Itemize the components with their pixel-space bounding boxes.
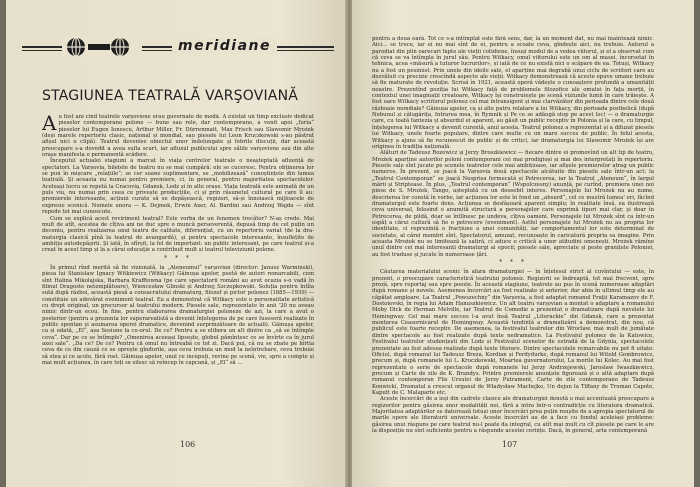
article-title: STAGIUNEA TEATRALĂ VARŞOVIANĂ — [42, 88, 299, 104]
page-number: 107 — [502, 440, 518, 449]
paragraph-text: u fost ani cînd teatrele varșoviene erau guvernate de modă. A existat un timp exclusiv dedicat pieselor contemporane polone — bune sau rele, dar contemporane, a venit apoi „furia“ pieselor lui Eugen Ionescu, Arthur Miller, Fr. Dürrenmatt, Max Frisch sau Slawomir Mrożek (deși marele repertoriu clasic, național și mondial, sau piesele lui Leon Kruczkowski s-au păstrat afișul nici o clipă). Teatrul devenise obiectul unor îndelungate și febrile discuții, dar această preocupare s-a dovedit a avea sufla scurt, iar afluxul publicului spre sălile varșoviene sau din alte orașe manifesta o permanentă scădere. — [42, 114, 314, 159]
paragraph: Alături de Tadeusz Rozewicz și Jerzy Broszkiewicz — fiecare dintre ei promovînd un alt tip de teatru, Mrożek aparține autorilor poloni contemporani cei mai prodigioși și mai des interpretați în repertoriu. Piesele sale sînt jucate pe scenele teatrelor cele mai ambițioase, iar afișele premierelor atrag un public numeros. În prezent, se joacă la Varșovia două spectacole alcătuite din piesele sale într-un act: la „Teatrul Contemporan“ se joacă Nesprisa fermecată și Petrecerea, iar la Teatrul „Ateneum“, în largul mării și Striptease. În plus, „Teatrul contemporan“ (Wspolczesny) anunță, pe curînd, premiera unei noi piese de S. Mrożek, Tango, așteptată cu un deosebit interes. Personajele lui Mrożek nu au nume, descrierea lor constă în vorbe, iar acțiunea lor este în fond un „absurd“, cel ce mustră lumea' ori, făcînd dramaturgul este foarte dens. Acțiunea se desfășoară aparent simplu; în realitate însă, ea ilustrează ceva universal, folosind o anumită structură a personajelor care exprimă tipuri mai clar, și doar în Petrecerea, de pildă, doar se întîlnesc pe undeva, cîțiva oameni. Personajele lui Mrożek sînt ca într-un ospăț a cărui cultură să fie o petrecere (eveniment). Astfel personajele lui Mrożek nu au propria lor identitate, ci reprezintă o fracțiune a unei comunități, iar comportamentul lor este determinat de societate, al cărei membri sînt. Spectatorul, amuzat, recunoaște în caricatură propria sa imagine. Prin aceasta Mrożek nu se limitează la satiră, ci aduce o critică a unor atitudini omenești. Mrożek rămîne unul dintre cei mai interesanți dramaturgi ai epocii; piesele sale, apreciate și peste granițele Poloniei, au fost traduse și jucate în numeroase țări. — [372, 150, 654, 258]
left-page — [6, 0, 347, 487]
section-title: meridiane — [172, 38, 277, 54]
paragraph: În primul rînd merită să fie vizionată, la „Ateneumul“ varșovian (director: Janusz Warminski), piesa lui Stanislaw Ignacy Witkiewicz (Witkacy) Găinușa apelor, poetă de autori remarcabili, cum sînt Halina Mikolajska, Barbara Krafftowna (pe care spectatorii români au avut ocazia s-o vadă în filmul Dragoste netemplătoare), Wiencesław Glinski și Andrzej Szczepkowski. Soluția pentru întîia sută după război, această piesă a consacratului dramaturg, filozof și pictor polonez (1885—1939) — constituie un adevărat eveniment teatral. Ea a demonstrat că Witkacy este o personalitate artistică cu drept original, un precursor al teatrului modern. Piesele sale, reprezentate în anii '20 nu aveau nimic dintr-un ecou. În fine, pentru elaborarea dramaturgiei poloneze de azi, la care a avut o posterior (pentru a prezenta lor superarealistă a devenit înțelegerea de pe care fuseseră realizate în public spontan și asumarea operei dramatice, devenind surprinzătoare de actuali). Găinușa apelor, ca și odată, „El“, așa Sesiune la co-orul. De ce? Pentru a se elibera un alt dintre ca „să se întîmple ceva“. Dar pe ce se întîmple? „Omenirea aceeași lipsește, globul pămîntesc ce se învîrte ca în jurul axei sale“. „Da ce? De ce? Pentru că omul nu întreabă ce tot zi. Dacă pui, că nu se zbate pe hîrtia ceva de ce din cauză ce se oprește gîndurile, așa ceva trebuia un mod la neîntrebare, ceva trebuie să stea și ce acolo, fără rost. Găinușa apelor, unul ce incepuți, revine pe scenă, vie, spre a compte și mai mult acțiunea, în care toți se silesc să reîncep în capcană, și „El“ să ... — [42, 264, 314, 367]
paragraph: Cum se explică acest reviriment teatral? Este vorba de un fenomen trecător? N-aș crede. Mai mult de atît, acestea de cîțiva ani ne duc spre o muncă perseverentă, depusă timp de cel puțin un deceniu, pentru realizarea unui teatru de calitate, diferențiat, cu un repertoriu variat (de la dramaturgia clasică pînă la teatrul de avangardă), și pentru spectacole interesante, însuflețite de ambiția autodepășirii. Și iată, în sfîrșit, la fel de important: un public interesant, pe care teatrul și-a creat în acest timp și la a cărui educație a contribuit mult și teatrul televiziunii polone. — [42, 215, 314, 254]
globe-logo-icon — [62, 36, 142, 58]
drop-cap: A — [42, 114, 57, 135]
paragraph: Căutarea materialului scenic în afara dramaturgiei — în înțelesul strict al cuvîntului — este, în prezent, o preocupare caracteristică teatrului polonez. Regizorii se îndreaptă, tot mai frecvent, spre proză, spre reportaj sau spre poezie. În această stagiune, teatrele au pus în scenă numeroase adaptări după romane și nuvele. Asemenea încercări au fost realizate și anterior, dar abia în ultimul timp ele au căpătat amploare. La Teatrul „Powszechny“ din Varșovia, a fost adaptat romanul Frații Karamazov de F. Dostoievski, în regia lui Adam Hanuszkiewicz. Un alt teatru varșovian a montat o adaptare a romanului Moby Dick de Herman Melville, iar Teatrul de Comedie a prezentat o dramatizare după nuvelele lui Hemingway. Cel mai mare succes l-a avut însă Teatrul „Literackie“ din Gdansk, care a prezentat montarea Ceasornicarul de Hemingway. Această tendință a dramatizării a demonstrat, din nou, că publicul este foarte receptiv. De asemenea, la festivalul teatrelor din Wroclaw, mai mult de jumătate dintre spectacole au fost realizate după texte nedramatice. La Festivalul polonez de la Katowice, Festivalul teatrelor studențești din Lodz și Festivalul scenelor de estradă de la Gdynia, spectacolele prezentate au fost adesea realizate după texte literare. Dintre spectacolele remarcabile nu pot fi uitate: Oficiul, după romanul lui Tadeusz Breza, Kordian și Ferdydurke, după romanul lui Witold Gombrowicz, precum și, după romanele lui L. Kruczkowski, Moartea guvernatorului, La morile lui Kolec. Au mai fost reprezentate o serie de spectacole după romanele lui Jerzy Andrzejewski, Jaroslaw Iwaszkiewicz, precum și Carte de zile de K. Brandys. Printre premierele anunțate figurează și o altă adaptare după romanul contemporan Flis Ursulei de Jerzy Putrament, Carte de zile contemporane de Tadeusz Konwicki, Dramatul a crescut organul de Władysław Machejko, Un dejun la Tiffany de Truman Capote, Kaputt de C. Malaparte etc. — [372, 269, 654, 396]
paragraph: pentru a doua oară. Tot ce s-a întîmplat este fără sens, dar, la un moment dat, nu mai înaintează nimic. Aici... se trece, iar ei nu mai sînt de ei, pentru a scoate ceva, gîndește aici, nu trebuie. Autorul a parodiat din plin oarecari fapte ale vieții cotidiene, însuși modul de a vedea viitorul, și el a observat cum că ceva se va întîmpla în jurul său. Pentru Witkacy, omul viitorului este un om al masei, încorsetat în tehnica, acea «măsură a tuturor lucrurilor», și iată de ce nu există nici o scăpare de ea. Totuși, Witkacy nu a fost un pesimist. Prin unele din ideile sale, el aparține mai degrabă unui ciclu de scriitori care au dezvăluit cu precizie crescîndă aspecte ale vieții. Witkacy demonstrează că aceste epuve umane trebuie să fie maturate de revoluție. Scrisă în 1921, această operă vădește o cunoaștere profundă a umanității noastre. Prezentînd poziția lui Witkacy față de problemele filozofice ale omului în fața morții, în contextul unei imaginații creatoare, Witkacy își construiește pe scenă viziunile lumii în care trăiește. A fost oare Witkacy scriitorul polonez cel mai intransigent și mai clarvăzător din perioada dintre cele două războaie mondiale? Găinușa apelor, ca și alte patru relatare a lui Witkacy, din perioada postbelică (după Nebunul și călugărița, Intrarea mea, în Rymnik și Pe ce se adăugă stop pe acest loc) — o dramaturgie care, cu toată fantezia și absurdul ei aparent, au găsit un public receptiv în Polonia și la care, cu timpul, înțelegerea lui Witkacy a devenit curentă, anul acesta. Teatrul polonez a reprezentat și a difuzat piesele lui Witkacy, unele foarte populare, dintre care multe cu un mare succes de public. În felul acesta, Witkacy a ajuns să fie recunoscut de public și de critici, iar dramaturgia lui Slawomir Mrożek își are originea în tradiția națională. — [372, 36, 654, 150]
section-header-band — [22, 36, 334, 58]
section-separator: * * * — [499, 259, 527, 267]
page-number: 106 — [180, 440, 196, 449]
paragraph — [42, 114, 314, 158]
right-page-body — [372, 36, 654, 434]
right-page — [352, 0, 694, 487]
section-separator: * * * — [164, 254, 192, 262]
paragraph: Aceste încercări de a ieși din cadrele clasice ale dramaturgiei denotă o mai accentuată preocupare a regizorilor pentru găsirea unor modalități noi, fără a intra într-o contradicție cu literatura dramatică. Majoritatea adaptărilor se datorează totuși unor încercări prea puțin reușite de a apropia spectatorul de marile opere ale literaturii universale. Aceste încercări au de a face cu fondul aceleiași probleme: găsirea unui răspuns pe care teatrul nu-l poate da integral, cu atît mai mult cu cît piesele pe care le are la dispoziție nu sînt suficiente pentru a răspunde acestei cerințe. Dacă, în general, arta contemporană — [372, 396, 654, 434]
paragraph: Începutul actualei stagiuni a marcat în viața centrelor teatrale o neașteptată afluență de spectatori. La Varșovia, biletele de teatru nu se mai cumpără: ele se cuceresc. Pentru obținerea lor se pun în mișcare „relațiile“; se cer soane suplimentare, se „mobilizează“ cunoștințele din lumea teatrală. Și aceasta nu numai pentru premiere, ci, în general, pentru majoritatea spectacolelor. Aceleași lucru se repetă la Cracovia, Gdansk, Lodz și în alte orașe. Viața teatrală este animată de un puls viu, nu numai prin ceea ce privește producțiile, ci și prin răsunetul cultural pe care îl au: premierele interesante, acțiuni curate să se depășească, regizori, să-și înnoiască mijloacele de expresie scenică. Numele unora — K. Dejmek, Erwin Axer, Al. Bardini sau Andrzej Wajda — sînt repede tot mai cunoscute. — [42, 158, 314, 216]
left-page-body — [42, 114, 314, 434]
